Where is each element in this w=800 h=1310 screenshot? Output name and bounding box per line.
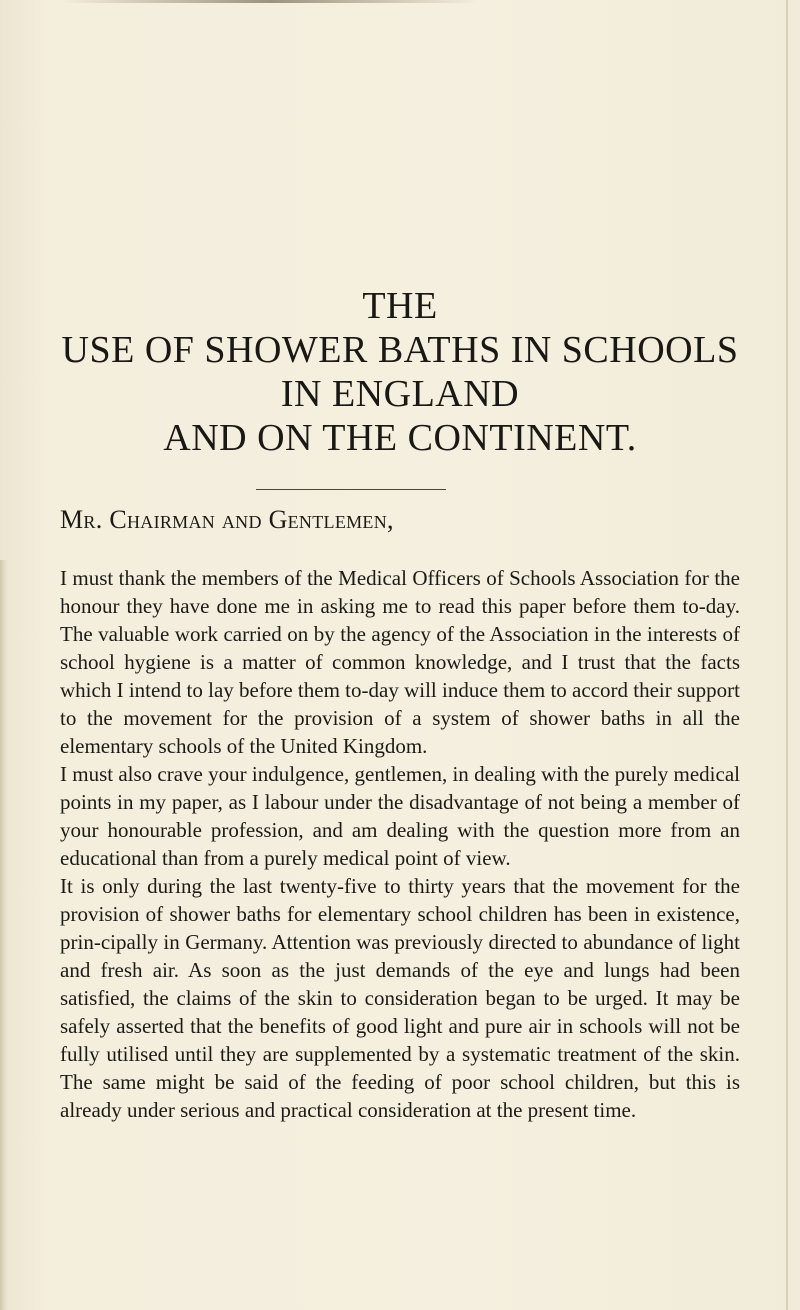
salutation: Mr. Chairman and Gentlemen, (60, 505, 394, 534)
title-line-1: THE (362, 285, 438, 327)
title-line-4: AND ON THE CONTINENT. (163, 417, 637, 459)
page-left-edge (0, 560, 8, 1310)
body-text (60, 564, 740, 1124)
page-top-edge (60, 0, 480, 3)
page-right-edge (786, 0, 788, 1310)
paragraph-1: I must thank the members of the Medical Officers of Schools Association for the honour they have done me in asking me to read this paper before them to-day. The valuable work carried on by the agency of the Association in the interests of school hygiene is a matter of common knowledge, and I trust that the facts which I intend to lay before them to-day will induce them to accord their support to the movement for the provision of a system of shower baths in all the elementary schools of the United Kingdom. (60, 566, 740, 758)
title-divider (256, 489, 446, 490)
paragraph-2: I must also crave your indulgence, gentlemen, in dealing with the purely medical points in my paper, as I labour under the disadvantage of not being a member of your honourable profession, and am dealing with the question more from an educational than from a purely medical point of view. (60, 762, 740, 870)
title-line-3: IN ENGLAND (280, 373, 520, 415)
title-line-2: USE OF SHOWER BATHS IN SCHOOLS (61, 329, 739, 371)
paragraph-3: It is only during the last twenty-five to thirty years that the movement for the provision of shower baths for elementary school children has been in existence, prin-cipally in Germany. Attention was previously directed to abundance of light and fresh air. As soon as the just demands of the eye and lungs had been satisfied, the claims of the skin to consideration began to be urged. It may be safely asserted that the benefits of good light and pure air in schools will not be fully utilised until they are supplemented by a systematic treatment of the skin. The same might be said of the feeding of poor school children, but this is already under serious and practical consideration at the present time. (60, 874, 740, 1122)
document-title (0, 284, 800, 460)
